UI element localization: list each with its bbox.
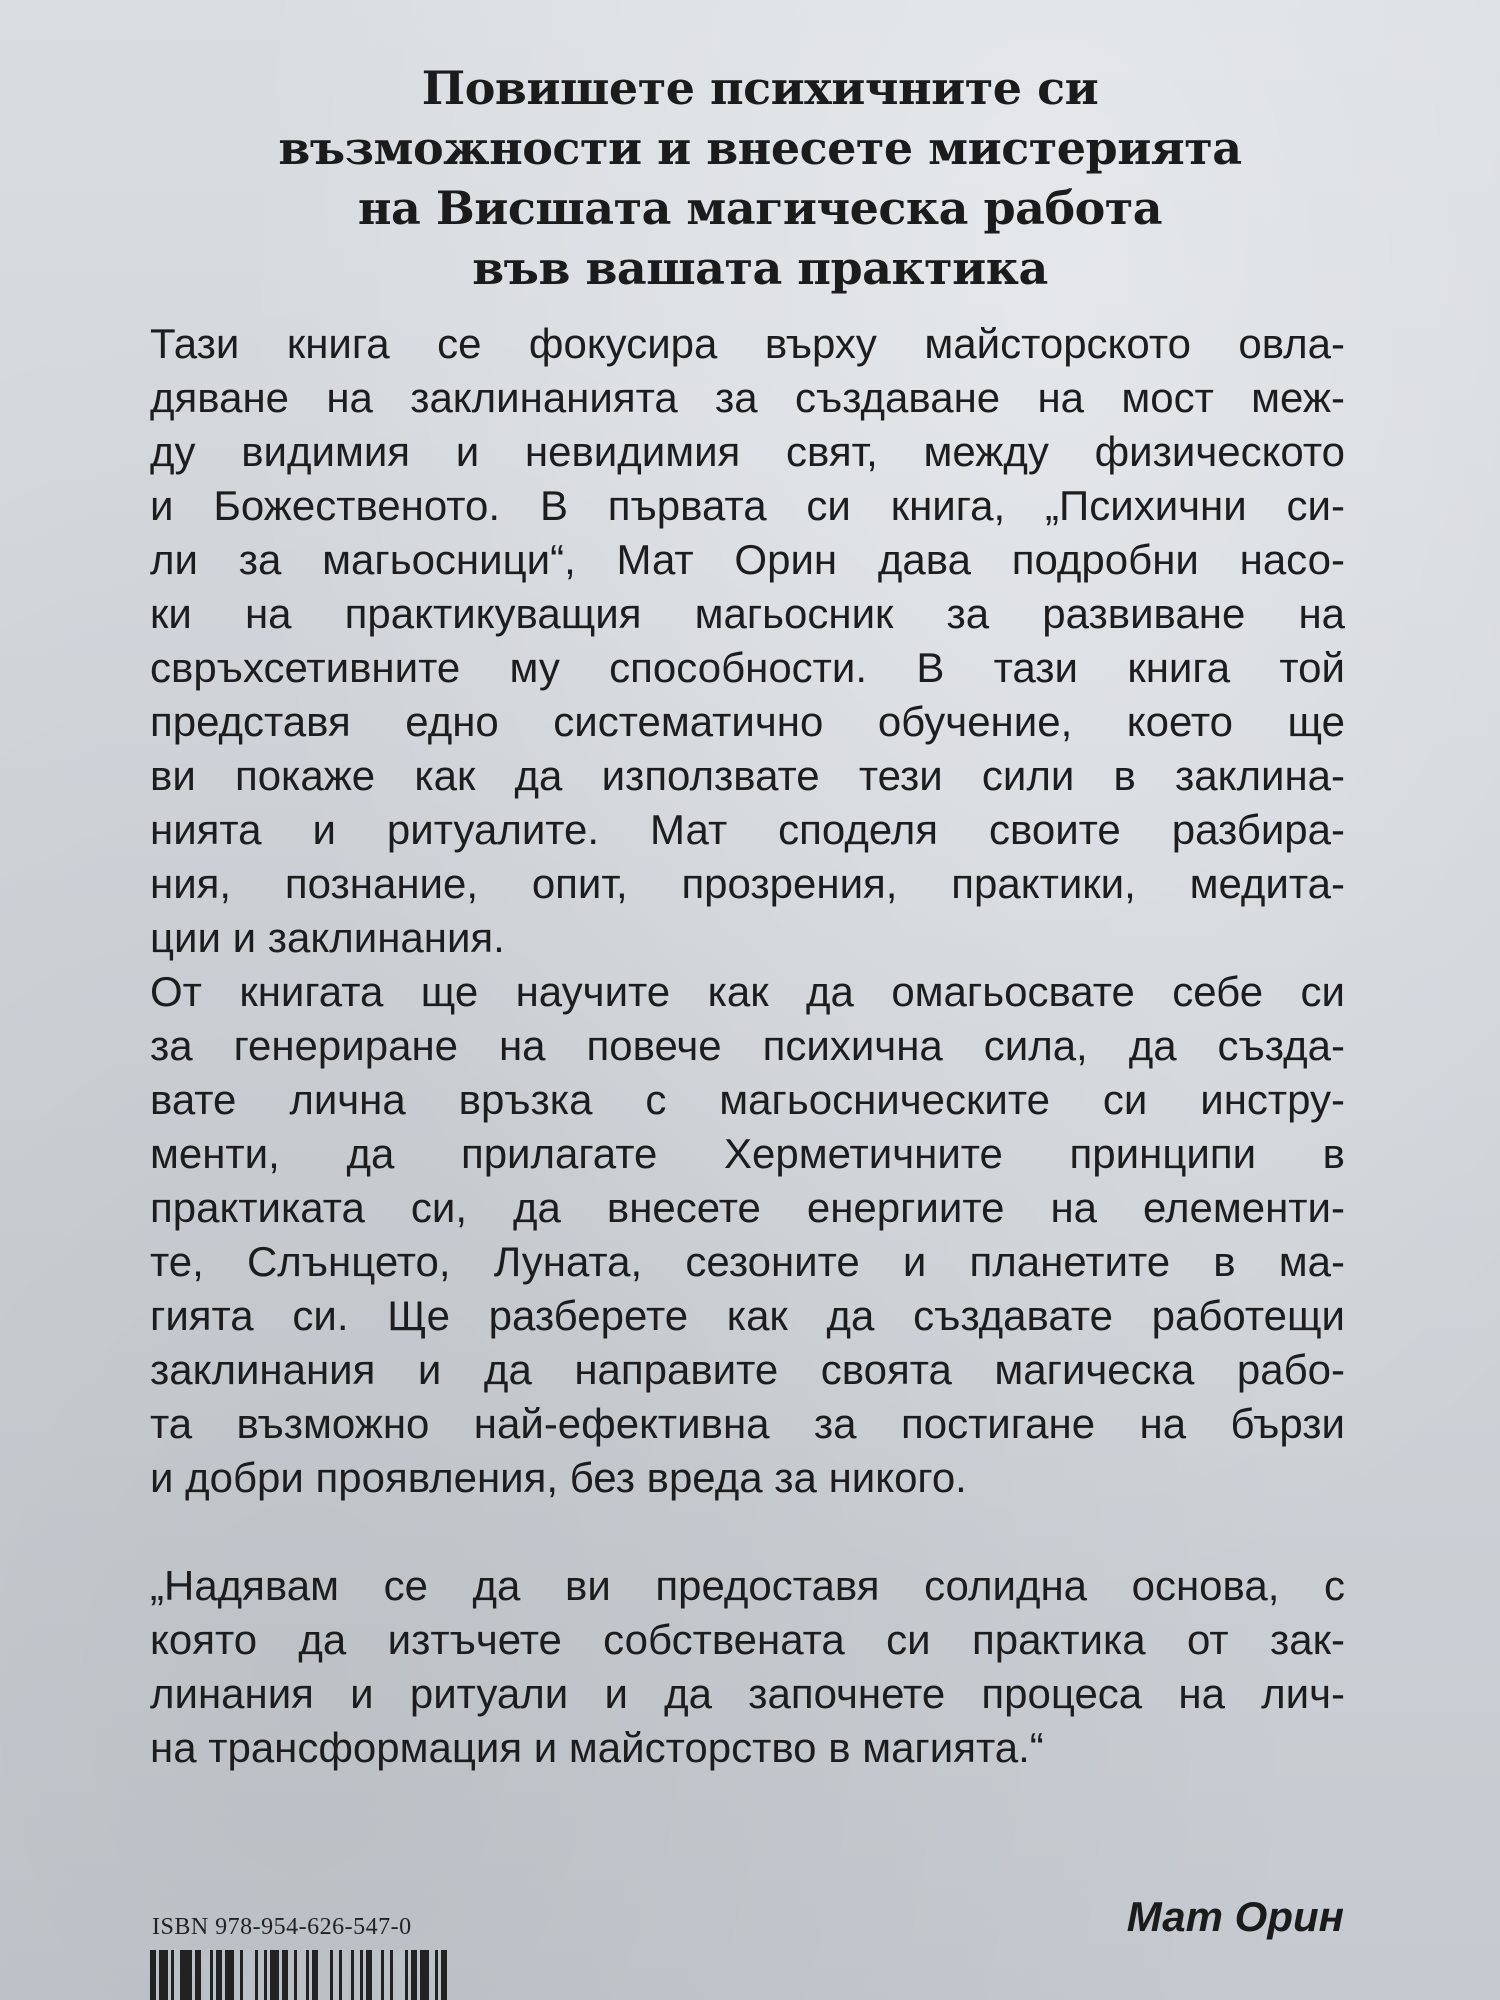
barcode-stripe (216, 1950, 222, 2000)
barcode-stripe (159, 1950, 168, 2000)
isbn-number: ISBN 978-954-626-547-0 (152, 1914, 412, 1940)
barcode-stripe (411, 1950, 417, 2000)
barcode-stripe (306, 1950, 309, 2000)
barcode-stripe (255, 1950, 258, 2000)
barcode-stripe (180, 1950, 192, 2000)
barcode-stripe (330, 1950, 333, 2000)
barcode-stripe (366, 1950, 372, 2000)
text-line: вате лична връзка с магьосническите си инстру- (150, 1076, 1345, 1123)
text-line: ки на практикуващия магьосник за развиване на (150, 590, 1345, 637)
barcode-stripe (435, 1950, 438, 2000)
text-line: свръхсетивните му способности. В тази книга той (150, 644, 1345, 691)
text-line: която да изтъчете собствената си практика от зак- (150, 1616, 1345, 1663)
text-line: дяване на заклинанията за създаване на мост меж- (150, 374, 1345, 421)
text-line: Тази книга се фокусира върху майсторското овла- (150, 320, 1345, 367)
text-line: ции и заклинания. (150, 914, 505, 961)
headline-line: Повишете психичните си (421, 61, 1099, 115)
text-line: ви покаже как да използвате тези сили в заклина- (150, 752, 1345, 799)
text-line: и Божественото. В първата си книга, „Психични си- (150, 482, 1345, 529)
headline-line: възможности и внесете мистерията (278, 121, 1242, 175)
barcode-stripe (390, 1950, 393, 2000)
text-line: менти, да прилагате Херметичните принципи в (150, 1130, 1345, 1177)
text-line: гията си. Ще разберете как да създавате работещи (150, 1292, 1345, 1339)
text-line: нията и ритуалите. Мат споделя своите разбира- (150, 806, 1345, 853)
barcode-stripe (270, 1950, 279, 2000)
barcode-stripe (381, 1950, 384, 2000)
barcode-stripe (264, 1950, 267, 2000)
barcode-stripe (312, 1950, 318, 2000)
barcode-icon (150, 1950, 520, 2000)
text-line: практиката си, да внесете енергиите на елементи- (150, 1184, 1345, 1231)
text-line: „Надявам се да ви предоставя солидна основа, с (150, 1562, 1345, 1609)
barcode-stripe (210, 1950, 213, 2000)
text-line: ду видимия и невидимия свят, между физическото (150, 428, 1345, 475)
author-quote (150, 1559, 1345, 1775)
description-body (150, 317, 1345, 1775)
text-line: те, Слънцето, Луната, сезоните и планетите в ма- (150, 1238, 1345, 1285)
paragraph-intro (150, 317, 1345, 965)
text-line: за генериране на повече психична сила, да създа- (150, 1022, 1345, 1069)
text-line: От книгата ще научите как да омагьосвате себе си (150, 968, 1345, 1015)
barcode-stripe (360, 1950, 363, 2000)
barcode-stripe (351, 1950, 354, 2000)
author-signature: Мат Орин (1126, 1893, 1344, 1940)
barcode-stripe (240, 1950, 243, 2000)
barcode-stripe (150, 1950, 156, 2000)
text-line: та възможно най-ефективна за постигане на бързи (150, 1400, 1345, 1447)
text-line: заклинания и да направите своята магическа рабо- (150, 1346, 1345, 1393)
text-line: представя едно систематично обучение, което ще (150, 698, 1345, 745)
text-line: и добри проявления, без вреда за никого. (150, 1454, 967, 1501)
barcode-stripe (441, 1950, 447, 2000)
headline (240, 58, 1280, 298)
barcode-stripe (405, 1950, 408, 2000)
text-line: ли за магьосници“, Мат Орин дава подробни насо- (150, 536, 1345, 583)
barcode-stripe (195, 1950, 201, 2000)
text-line: ния, познание, опит, прозрения, практики, медита- (150, 860, 1345, 907)
text-line: на трансформация и майсторство в магията.“ (150, 1724, 1044, 1771)
barcode-stripe (339, 1950, 342, 2000)
barcode-stripe (294, 1950, 297, 2000)
barcode-stripe (171, 1950, 174, 2000)
paragraph-learn (150, 965, 1345, 1505)
headline-line: на Висшата магическа работа (357, 181, 1163, 235)
barcode-stripe (420, 1950, 429, 2000)
text-line: линания и ритуали и да започнете процеса на лич- (150, 1670, 1345, 1717)
barcode-stripe (225, 1950, 234, 2000)
barcode-stripe (282, 1950, 288, 2000)
headline-line: във вашата практика (472, 241, 1048, 295)
